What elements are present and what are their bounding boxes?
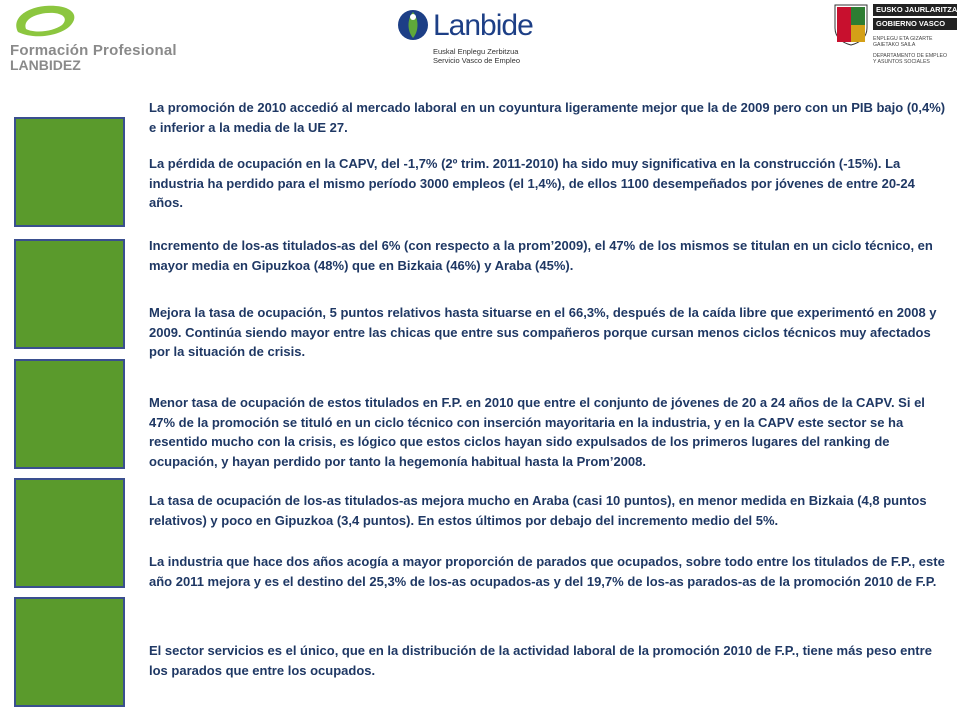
- gov-logo-line2: GOBIERNO VASCO: [873, 18, 957, 30]
- green-square-2: [14, 239, 125, 349]
- green-square-1: [14, 117, 125, 227]
- basque-crest-icon: [832, 2, 870, 46]
- paragraph-1: La promoción de 2010 accedió al mercado laboral en un coyuntura ligeramente mejor que la de 2009 pero con un PIB bajo (0,4%) e inferior a la media de la UE 27.: [149, 100, 946, 135]
- gov-logo-line1: EUSKO JAURLARITZA: [873, 4, 957, 16]
- paragraph-5: Menor tasa de ocupación de estos titulados en F.P. en 2010 que entre el conjunto de jóvenes de 20 a 24 años de la CAPV. Si el 47% de la promoción se tituló en un ciclo técnico con inserción mayoritaria en la industria, y en la CAPV este sector se ha resentido mucho con la crisis, es lógico que estos ciclos hayan sido expulsados de los primeros lugares del ranking de ocupación, y hayan perdido por tanto la hegemonía habitual hasta la Prom’2008.: [149, 395, 925, 469]
- gov-dept-es-1: DEPARTAMENTO DE EMPLEO: [873, 53, 947, 59]
- green-square-4: [14, 478, 125, 588]
- lanbide-emblem-icon: [395, 5, 431, 45]
- lanbide-logo: [395, 5, 555, 65]
- green-square-5: [14, 597, 125, 707]
- lanbide-subtitle-eu: Euskal Enplegu Zerbitzua: [433, 47, 519, 56]
- paragraph-4: Mejora la tasa de ocupación, 5 puntos relativos hasta situarse en el 66,3%, después de la caída libre que experimentó en 2008 y 2009. Continúa siendo mayor entre las chicas que entre sus compañeros porque cursan menos ciclos técnicos muy afectados por la situación de crisis.: [149, 305, 937, 359]
- fp-logo-line1: Formación Profesional: [10, 42, 177, 59]
- lanbide-brand: Lanbide: [433, 9, 533, 42]
- green-square-3: [14, 359, 125, 469]
- paragraph-8: El sector servicios es el único, que en la distribución de la actividad laboral de la promoción 2010 de F.P., tiene más peso entre los parados que entre los ocupados.: [149, 643, 932, 678]
- gov-dept-eu-2: GAIETAKO SAILA: [873, 42, 916, 48]
- paragraph-2: La pérdida de ocupación en la CAPV, del -1,7% (2º trim. 2011-2010) ha sido muy significativa en la construcción (-15%). La industria ha perdido para el mismo período 3000 empleos (el 1,4%), de ellos 1100 desempeñados por jóvenes de entre 20-24 años.: [149, 156, 915, 210]
- paragraph-6: La tasa de ocupación de los-as titulados-as mejora mucho en Araba (casi 10 puntos), en menor medida en Bizkaia (4,8 puntos relativos) y poco en Gipuzkoa (3,4 puntos). En estos últimos por debajo del incremento medio del 5%.: [149, 493, 927, 528]
- formacion-profesional-logo: [4, 2, 194, 72]
- lanbide-subtitle-es: Servicio Vasco de Empleo: [433, 56, 520, 65]
- gobierno-vasco-logo: [828, 2, 958, 82]
- gov-dept-eu-1: ENPLEGU ETA GIZARTE: [873, 36, 933, 42]
- paragraph-7: La industria que hace dos años acogía a mayor proporción de parados que ocupados, sobre todo entre los titulados de F.P., este año 2011 mejora y es el destino del 25,3% de los-as ocupados-as y del 19,7% de los-as parados-as de la promoción 2010 de F.P.: [149, 554, 945, 589]
- fp-logo-line2: LANBIDEZ: [10, 57, 81, 73]
- paragraph-3: Incremento de los-as titulados-as del 6% (con respecto a la prom’2009), el 47% de los mismos se titulan en un ciclo técnico, en mayor media en Gipuzkoa (48%) que en Bizkaia (46%) y Araba (45%).: [149, 238, 933, 273]
- gov-dept-es-2: Y ASUNTOS SOCIALES: [873, 59, 930, 65]
- fp-swoosh-icon: [10, 2, 80, 42]
